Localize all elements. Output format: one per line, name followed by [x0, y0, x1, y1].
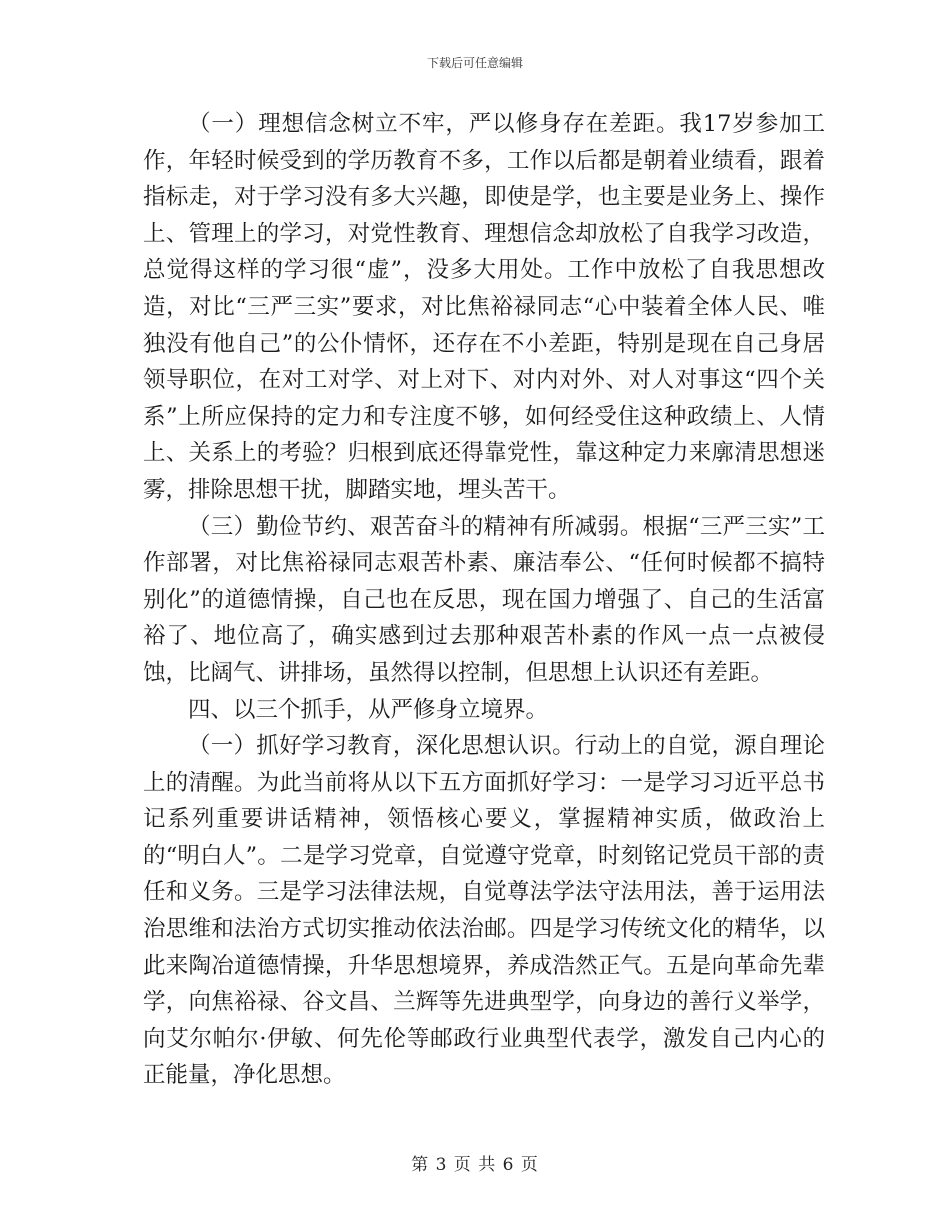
paragraph-thrift: （三）勤俭节约、艰苦奋斗的精神有所减弱。根据“三严三实”工作部署，对比焦裕禄同志艰苦朴素、廉洁奉公、“任何时候都不搞特别化”的道德情操，自己也在反思，现在国力增强了、自己的生活富裕了、地位高了，确实感到过去那种艰苦朴素的作风一点一点被侵蚀，比阔气、讲排场，虽然得以控制，但思想上认识还有差距。 — [143, 513, 825, 686]
document-body — [143, 106, 825, 1094]
section-heading-four: 四、以三个抓手，从严修身立境界。 — [188, 696, 549, 723]
paragraph-study-education: （一）抓好学习教育，深化思想认识。行动上的自觉，源自理论上的清醒。为此当前将从以下五方面抓好学习：一是学习习近平总书记系列重要讲话精神，领悟核心要义，掌握精神实质，做政治上的“明白人”。二是学习党章，自觉遵守党章，时刻铭记党员干部的责任和义务。三是学习法律法规，自觉尊法学法守法用法，善于运用法治思维和法治方式切实推动依法治邮。四是学习传统文化的精华，以此来陶冶道德情操，升华思想境界，养成浩然正气。五是向革命先辈学，向焦裕禄、谷文昌、兰辉等先进典型学，向身边的善行义举学，向艾尔帕尔·伊敏、何先伦等邮政行业典型代表学，激发自己内心的正能量，净化思想。 — [143, 733, 825, 1089]
page-header: 下载后可任意编辑 — [426, 56, 523, 70]
paragraph-ideal-belief: （一）理想信念树立不牢，严以修身存在差距。我17岁参加工作，年轻时候受到的学历教育不多，工作以后都是朝着业绩看，跟着指标走，对于学习没有多大兴趣，即使是学，也主要是业务上、操作上、管理上的学习，对党性教育、理想信念却放松了自我学习改造，总觉得这样的学习很“虚”，没多大用处。工作中放松了自我思想改造，对比“三严三实”要求，对比焦裕禄同志“心中装着全体人民、唯独没有他自己”的公仆情怀，还存在不小差距，特别是现在自己身居领导职位，在对工对学、对上对下、对内对外、对人对事这“四个关系”上所应保持的定力和专注度不够，如何经受住这种政绩上、人情上、关系上的考验？归根到底还得靠党性，靠这种定力来廓清思想迷雾，排除思想干扰，脚踏实地，埋头苦干。 — [143, 111, 825, 503]
page-number: 第 3 页 共 6 页 — [411, 1155, 539, 1175]
